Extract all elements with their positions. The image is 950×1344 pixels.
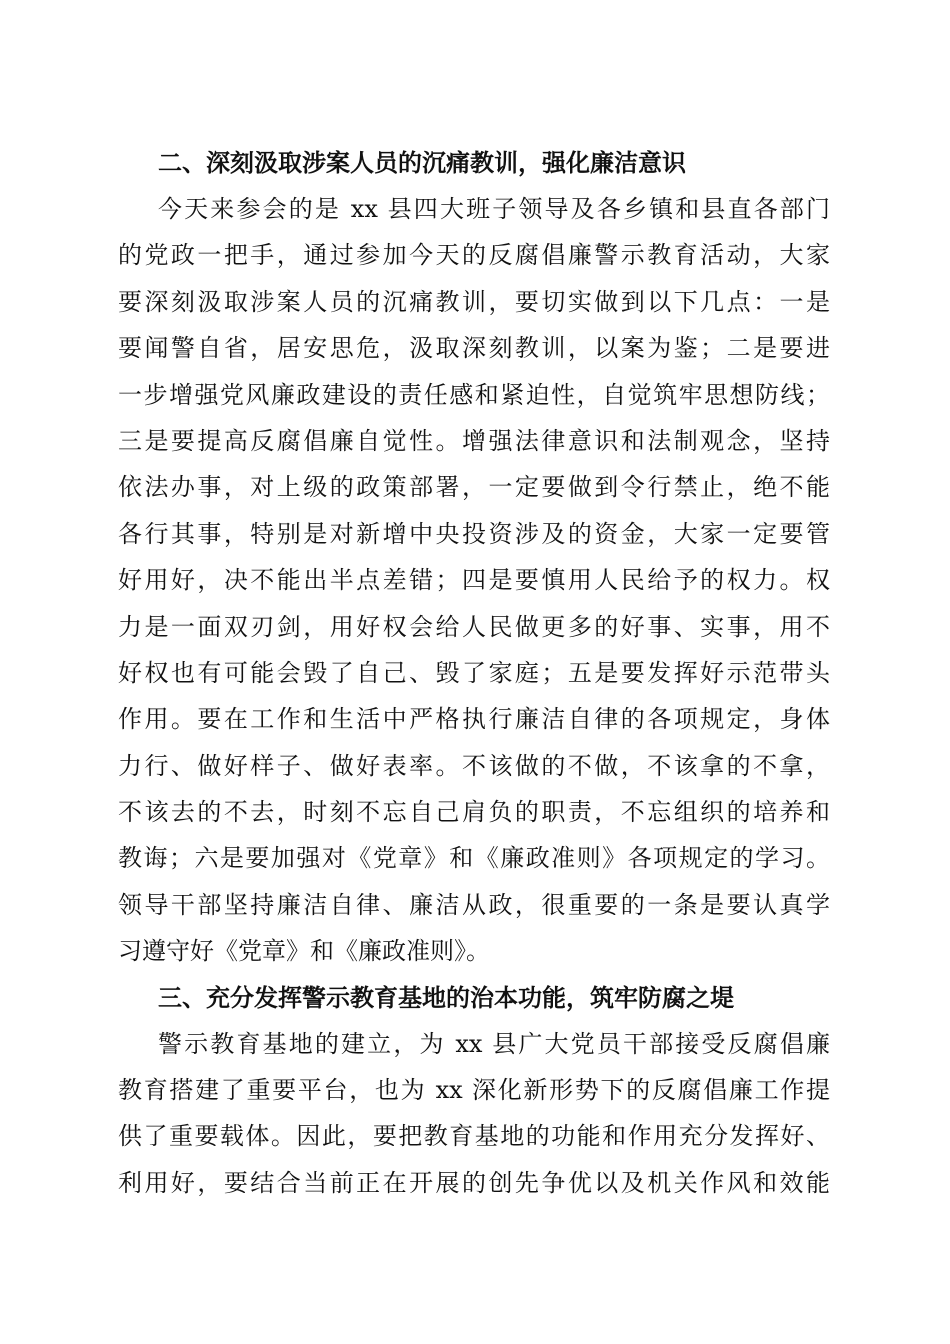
- section-2-paragraph: [118, 186, 830, 975]
- section-3-heading: 三、充分发挥警示教育基地的治本功能，筑牢防腐之堤: [158, 983, 734, 1012]
- paragraph-line: 三是要提高反腐倡廉自觉性。增强法律意识和法制观念，坚持: [118, 426, 830, 455]
- document-body: [118, 140, 830, 1206]
- paragraph-line: 力行、做好样子、做好表率。不该做的不做，不该拿的不拿，: [118, 751, 830, 780]
- paragraph-line: 好用好，决不能出半点差错；四是要慎用人民给予的权力。权: [118, 566, 830, 595]
- section-3-paragraph: [118, 1021, 830, 1207]
- paragraph-line: 不该去的不去，时刻不忘自己肩负的职责，不忘组织的培养和: [118, 798, 830, 827]
- paragraph-line: 的党政一把手，通过参加今天的反腐倡廉警示教育活动，大家: [118, 241, 830, 270]
- paragraph-line: 今天来参会的是 xx 县四大班子领导及各乡镇和县直各部门: [158, 195, 830, 223]
- paragraph-line: 依法办事，对上级的政策部署，一定要做到令行禁止，绝不能: [118, 473, 830, 502]
- paragraph-line: 供了重要载体。因此，要把教育基地的功能和作用充分发挥好、: [118, 1122, 830, 1151]
- paragraph-line: 作用。要在工作和生活中严格执行廉洁自律的各项规定，身体: [118, 705, 830, 734]
- paragraph-line: 习遵守好《党章》和《廉政准则》。: [118, 937, 490, 966]
- paragraph-line: 教诲；六是要加强对《党章》和《廉政准则》各项规定的学习。: [118, 844, 830, 873]
- paragraph-line: 利用好，要结合当前正在开展的创先争优以及机关作风和效能: [118, 1168, 830, 1197]
- section-2-heading: 二、深刻汲取涉案人员的沉痛教训，强化廉洁意识: [158, 149, 686, 177]
- paragraph-line: 力是一面双刃剑，用好权会给人民做更多的好事、实事，用不: [118, 612, 830, 641]
- paragraph-line: 领导干部坚持廉洁自律、廉洁从政，很重要的一条是要认真学: [118, 890, 830, 919]
- paragraph-line: 好权也有可能会毁了自己、毁了家庭；五是要发挥好示范带头: [118, 658, 830, 687]
- paragraph-line: 一步增强党风廉政建设的责任感和紧迫性，自觉筑牢思想防线；: [118, 380, 830, 409]
- paragraph-line: 要闻警自省，居安思危，汲取深刻教训，以案为鉴；二是要进: [118, 334, 830, 363]
- paragraph-line: 警示教育基地的建立，为 xx 县广大党员干部接受反腐倡廉: [158, 1029, 830, 1058]
- paragraph-line: 要深刻汲取涉案人员的沉痛教训，要切实做到以下几点：一是: [118, 287, 830, 316]
- paragraph-line: 各行其事，特别是对新增中央投资涉及的资金，大家一定要管: [118, 519, 830, 548]
- paragraph-line: 教育搭建了重要平台，也为 xx 深化新形势下的反腐倡廉工作提: [118, 1076, 830, 1105]
